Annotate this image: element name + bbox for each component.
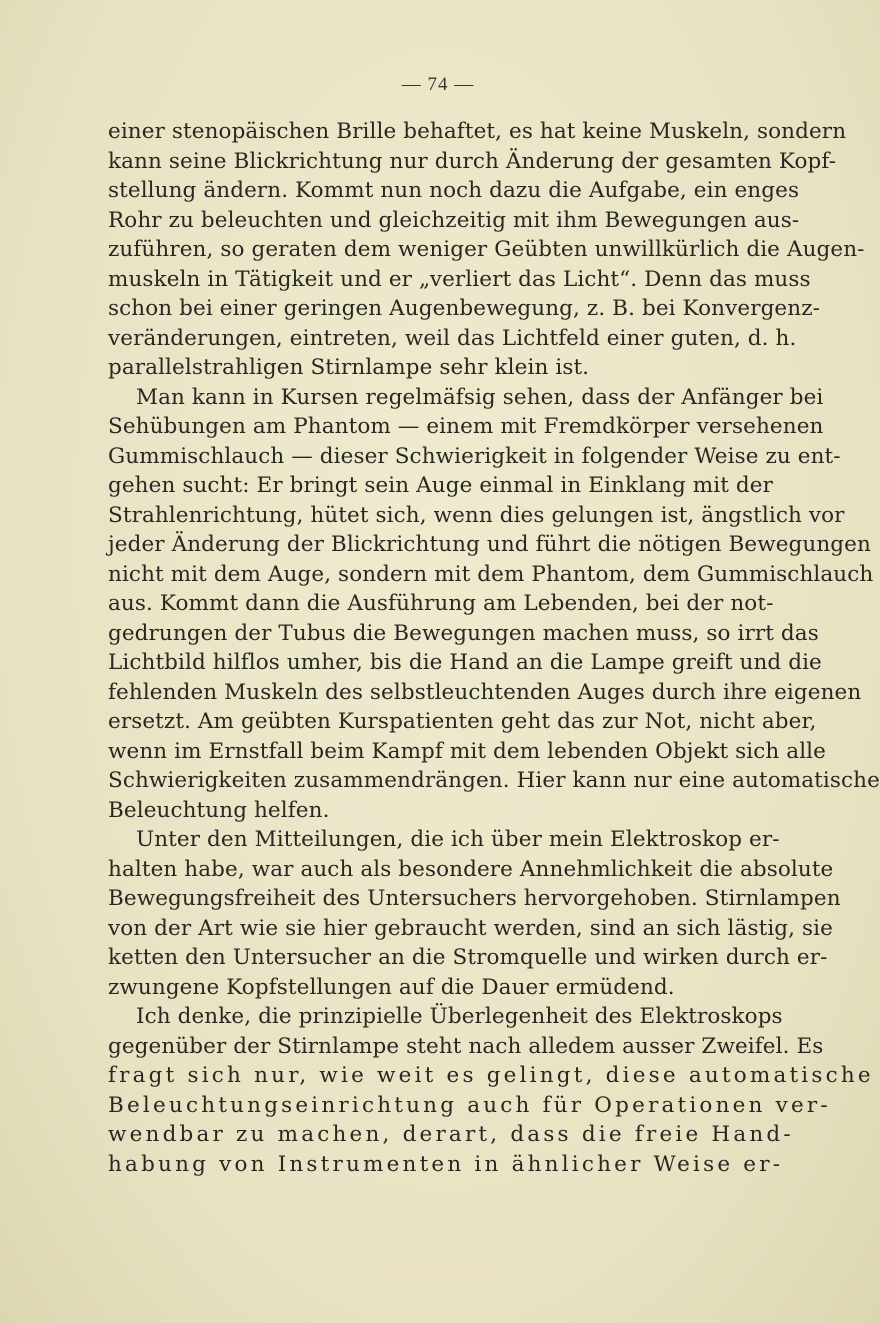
text-line: habung von Instrumenten in ähnlicher Weise er-	[108, 1151, 784, 1177]
text-line: Beleuchtungseinrichtung auch für Operationen ver-	[108, 1092, 831, 1118]
text-line: Schwierigkeiten zusammendrängen. Hier kann nur eine automatische	[108, 768, 880, 793]
text-line: von der Art wie sie hier gebraucht werden, sind an sich lästig, sie	[108, 915, 833, 941]
text-line: jeder Änderung der Blickrichtung und führt die nötigen Bewegungen	[108, 532, 871, 557]
text-line: Strahlenrichtung, hütet sich, wenn dies gelungen ist, ängstlich vor	[108, 502, 845, 528]
text-line: halten habe, war auch als besondere Annehmlichkeit die absolute	[108, 856, 834, 882]
text-line: zuführen, so geraten dem weniger Geübten unwillkürlich die Augen-	[108, 237, 865, 262]
text-line: veränderungen, eintreten, weil das Lichtfeld einer guten, d. h.	[108, 325, 797, 351]
text-line: parallelstrahligen Stirnlampe sehr klein ist.	[108, 355, 590, 380]
text-line: ketten den Untersucher an die Stromquelle und wirken durch er-	[108, 945, 828, 970]
text-line: Unter den Mitteilungen, die ich über mein Elektroskop er-	[136, 827, 780, 852]
text-line: aus. Kommt dann die Ausführung am Lebenden, bei der not-	[108, 591, 774, 616]
text-line: Gummischlauch — dieser Schwierigkeit in folgender Weise zu ent-	[108, 443, 841, 469]
text-line: Man kann in Kursen regelmäfsig sehen, dass der Anfänger bei	[136, 384, 824, 410]
text-line: wendbar zu machen, derart, dass die freie Hand-	[108, 1122, 794, 1147]
text-line: Beleuchtung helfen.	[108, 797, 330, 823]
text-line: gehen sucht: Er bringt sein Auge einmal in Einklang mit der	[108, 473, 773, 498]
text-line: ersetzt. Am geübten Kurspatienten geht das zur Not, nicht aber,	[108, 709, 817, 734]
text-line: Sehübungen am Phantom — einem mit Fremdkörper versehenen	[108, 414, 824, 439]
text-line: einer stenopäischen Brille behaftet, es hat keine Muskeln, sondern	[108, 119, 847, 144]
text-line: schon bei einer geringen Augenbewegung, z. B. bei Konvergenz-	[108, 296, 820, 321]
text-line: fehlenden Muskeln des selbstleuchtenden Auges durch ihre eigenen	[108, 679, 862, 705]
text-line: zwungene Kopfstellungen auf die Dauer ermüdend.	[108, 974, 675, 1000]
text-line: wenn im Ernstfall beim Kampf mit dem lebenden Objekt sich alle	[108, 738, 826, 764]
text-line: Ich denke, die prinzipielle Überlegenheit des Elektroskops	[136, 1004, 783, 1029]
text-line: gedrungen der Tubus die Bewegungen machen muss, so irrt das	[108, 620, 819, 646]
text-line: Lichtbild hilflos umher, bis die Hand an die Lampe greift und die	[108, 650, 822, 675]
text-line: fragt sich nur, wie weit es gelingt, diese automatische	[108, 1063, 874, 1088]
page-number: — 74 —	[401, 74, 475, 95]
text-line: Bewegungsfreiheit des Untersuchers hervorgehoben. Stirnlampen	[108, 886, 841, 911]
text-line: kann seine Blickrichtung nur durch Änderung der gesamten Kopf-	[108, 148, 837, 174]
text-line: Rohr zu beleuchten und gleichzeitig mit ihm Bewegungen aus-	[108, 207, 800, 233]
text-line: nicht mit dem Auge, sondern mit dem Phantom, dem Gummischlauch	[108, 561, 874, 587]
text-line: muskeln in Tätigkeit und er „verliert das Licht“. Denn das muss	[108, 266, 811, 292]
text-line: gegenüber der Stirnlampe steht nach alledem ausser Zweifel. Es	[108, 1033, 824, 1059]
text-line: stellung ändern. Kommt nun noch dazu die Aufgabe, ein enges	[108, 178, 800, 203]
